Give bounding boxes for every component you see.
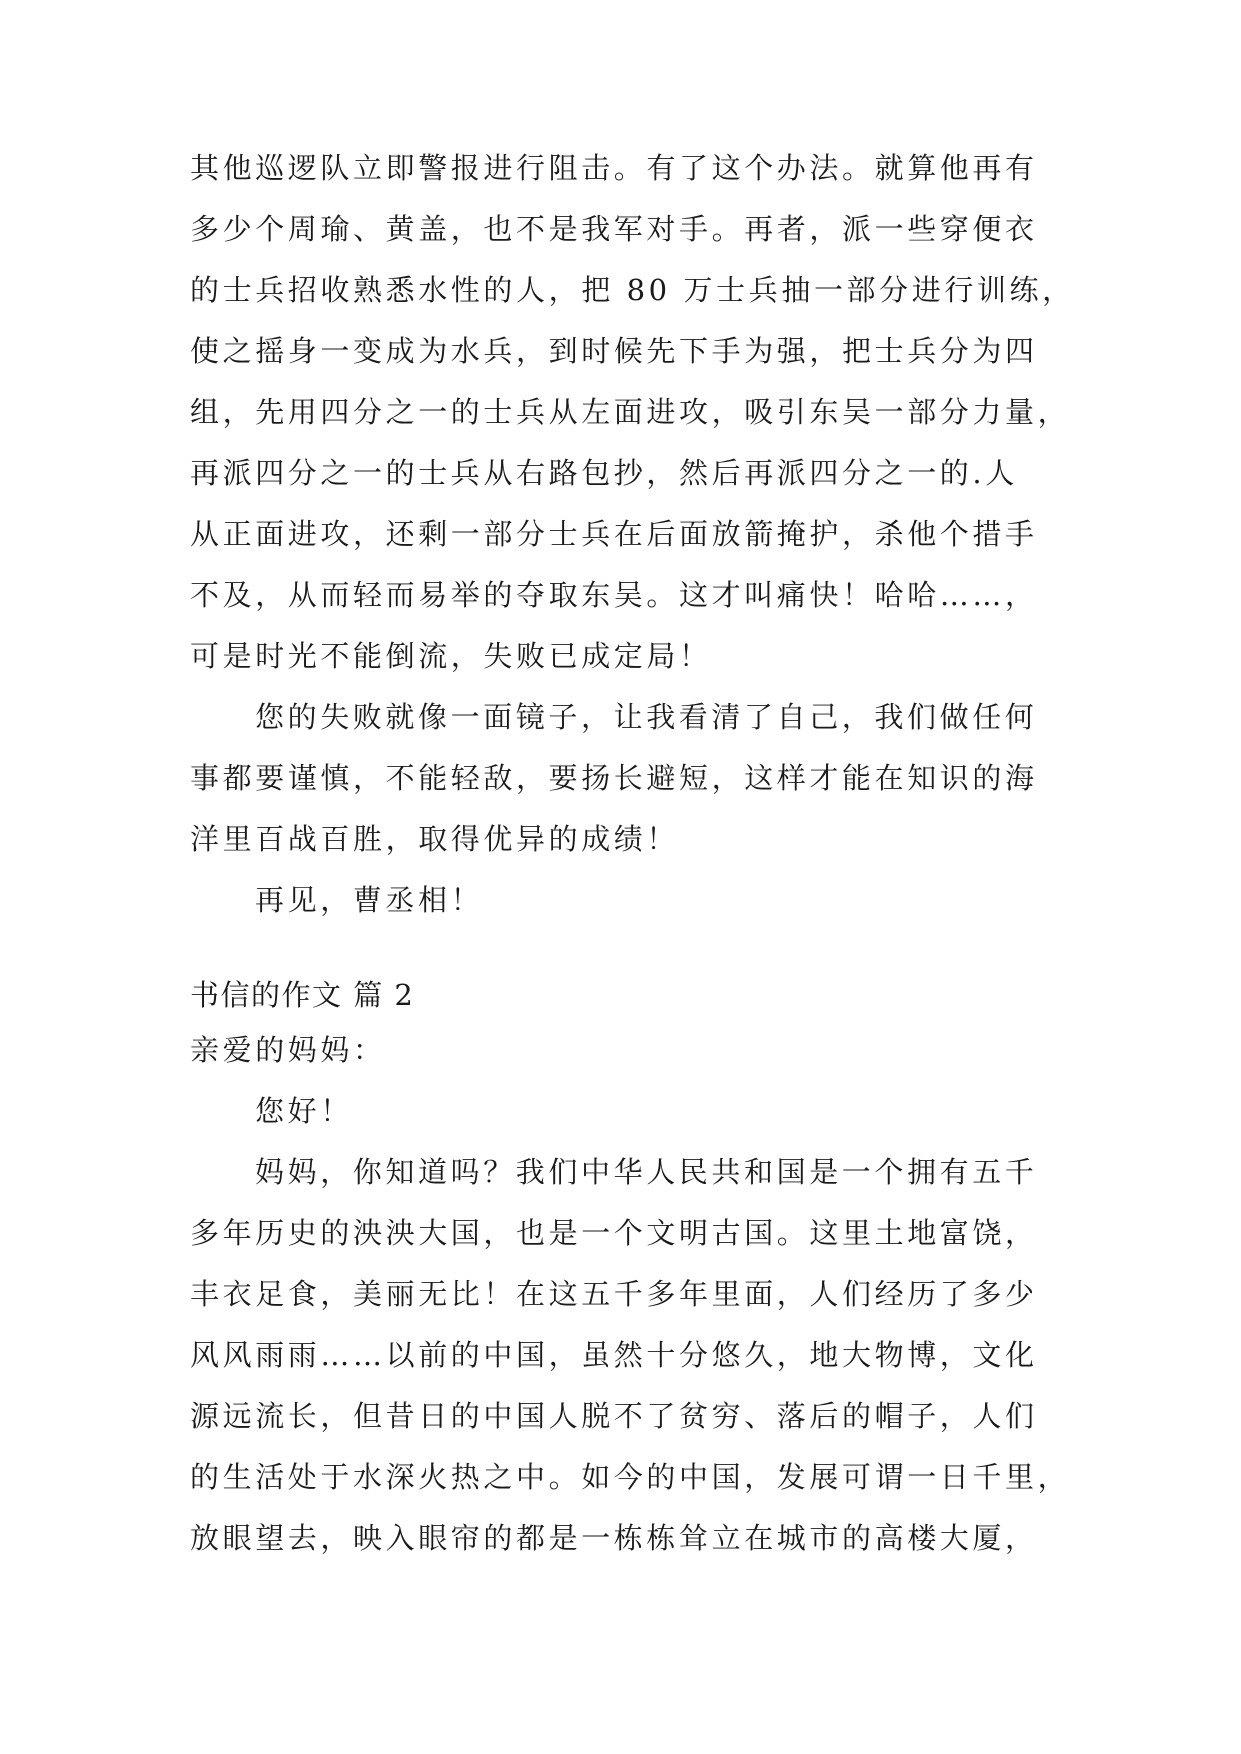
text-line: 从正面进攻，还剩一部分士兵在后面放箭掩护，杀他个措手 bbox=[190, 517, 1038, 551]
text-line: 妈妈，你知道吗？我们中华人民共和国是一个拥有五千 bbox=[255, 1155, 1038, 1189]
text-line: 风风雨雨……以前的中国，虽然十分悠久，地大物博，文化 bbox=[190, 1338, 1038, 1372]
text-line: 洋里百战百胜，取得优异的成绩！ bbox=[190, 822, 680, 856]
text-line: 放眼望去，映入眼帘的都是一栋栋耸立在城市的高楼大厦， bbox=[190, 1521, 1038, 1555]
text-line: 您的失败就像一面镜子，让我看清了自己，我们做任何 bbox=[255, 700, 1038, 734]
text-line: 其他巡逻队立即警报进行阻击。有了这个办法。就算他再有 bbox=[190, 151, 1038, 185]
text-line: 丰衣足食，美丽无比！在这五千多年里面，人们经历了多少 bbox=[190, 1277, 1038, 1311]
greeting: 您好！ bbox=[255, 1094, 353, 1128]
closing-line: 再见，曹丞相！ bbox=[255, 883, 484, 917]
salutation: 亲爱的妈妈： bbox=[190, 1033, 386, 1067]
text-line: 源远流长，但昔日的中国人脱不了贫穷、落后的帽子，人们 bbox=[190, 1399, 1038, 1433]
text-line: 事都要谨慎，不能轻敌，要扬长避短，这样才能在知识的海 bbox=[190, 761, 1038, 795]
text-line: 使之摇身一变成为水兵，到时候先下手为强，把士兵分为四 bbox=[190, 334, 1038, 368]
text-line: 多少个周瑜、黄盖，也不是我军对手。再者，派一些穿便衣 bbox=[190, 212, 1038, 246]
text-line: 可是时光不能倒流，失败已成定局！ bbox=[190, 639, 712, 673]
text-line: 多年历史的泱泱大国，也是一个文明古国。这里土地富饶， bbox=[190, 1216, 1038, 1250]
text-line: 再派四分之一的士兵从右路包抄，然后再派四分之一的.人 bbox=[190, 456, 1018, 490]
text-line: 的生活处于水深火热之中。如今的中国，发展可谓一日千里， bbox=[190, 1460, 1071, 1494]
section-heading: 书信的作文 篇 2 bbox=[190, 978, 415, 1012]
text-line: 的士兵招收熟悉水性的人，把 80 万士兵抽一部分进行训练， bbox=[190, 273, 1075, 307]
text-line: 不及，从而轻而易举的夺取东吴。这才叫痛快！哈哈……， bbox=[190, 578, 1038, 612]
text-line: 组，先用四分之一的士兵从左面进攻，吸引东吴一部分力量， bbox=[190, 395, 1071, 429]
